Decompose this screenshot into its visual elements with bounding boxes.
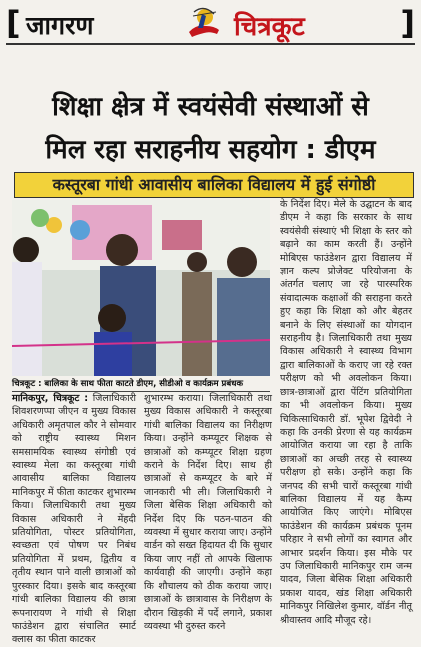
headline-line-1: शिक्षा क्षेत्र में स्वयंसेवी संस्थाओं से — [52, 92, 369, 122]
article-column-2 — [144, 392, 272, 633]
photo-illustration — [12, 200, 270, 376]
column-3-text: के निर्देश दिए। मेले के उद्घाटन के बाद डीएम ने कहा कि सरकार के साथ स्वयंसेवी संस्थाएं भी शिक्षा के स्तर को बढ़ाने का काम करती हैं। उन्होंने मोबिएस फाउंडेशन द्वारा विद्यालय में ज्ञान कल्प प्रोजेक्ट परियोजना के अंतर्गत चलाए जा रहे पारस्परिक संवादात्मक कक्षाओं की सराहना करते हुए कहा कि शिक्षा को और बेहतर बनाने के लिए संस्थाओं का योगदान सराहनीय है। जिलाधिकारी तथा मुख्य विकास अधिकारी ने स्वास्थ्य विभाग द्वारा बालिकाओं के कराए जा रहे रक्त परीक्षण को भी अवलोकन किया। छात्र-छात्राओं द्वारा पेंटिंग प्रतियोगिता का भी अवलोकन किया। मुख्य चिकित्साधिकारी डॉ. भूपेश द्विवेदी ने कहा कि उनकी प्रेरणा से यह कार्यक्रम आयोजित कराया जा रहा है ताकि छात्राओं का अच्छी तरह से स्वास्थ्य परीक्षण हो सके। उन्होंने कहा कि जनपद की सभी चारों कस्तूरबा गांधी बालिका विद्यालय में यह कैम्प आयोजित किए जाएंगे। मोबिएस फाउंडेशन की कार्यक्रम प्रबंधक पूनम परिहार ने सभी लोगों का स्वागत और आभार प्रदर्शन किया। इस मौके पर उप जिलाधिकारी मानिकपुर राम जन्म यादव, जिला बेसिक शिक्षा अधिकारी प्रकाश यादव, खंड शिक्षा अधिकारी मानिकपुर निखिलेश कुमार, वॉर्डन नीतू श्रीवास्तव आदि मौजूद रहे। — [280, 199, 412, 626]
column-1-text: जिलाधिकारी शिवशरणप्पा जीएन व मुख्य विकास अधिकारी अमृतपाल कौर ने सोमवार को राष्ट्रीय स्वास्थ्य मिशन समसामयिक स्वास्थ्य संगोष्ठी एवं स्वास्थ्य मेला का कस्तूरबा गांधी आवासीय बालिका विद्यालय मानिकपुर में फीता काटकर शुभारम्भ किया। जिलाधिकारी तथा मुख्य विकास अधिकारी ने मेंहदी प्रतियोगिता, पोस्टर प्रतियोगिता, स्वच्छता एवं पोषण पर निबंध प्रतियोगिता में प्रथम, द्वितीय व तृतीय स्थान पाने वाली छात्राओं को पुरस्कार दिया। इसके बाद कस्तूरबा गांधी बालिका विद्यालय की छात्रा रूपनारायण ने गांधी से शिक्षा फाउंडेशन द्वारा संचालित स्मार्ट क्लास का फीता काटकर — [12, 393, 136, 646]
archer-on-horse-icon — [184, 6, 224, 40]
headline-line-2: मिल रहा सराहनीय सहयोग : डीएम — [45, 135, 376, 165]
article-column-1 — [12, 392, 136, 647]
dateline: मानिकपुर, चित्रकूट : — [12, 393, 89, 404]
bracket-right: ] — [400, 4, 415, 42]
news-photo — [12, 200, 270, 376]
edition-city: चित्रकूट — [234, 12, 305, 42]
photo-caption: चित्रकूट : बालिका के साथ फीता काटते डीएम, सीडीओ व कार्यक्रम प्रबंधक — [12, 378, 270, 392]
bracket-left: [ — [6, 4, 21, 42]
masthead — [6, 4, 415, 42]
subheadline: कस्तूरबा गांधी आवासीय बालिका विद्यालय में हुई संगोष्ठी — [14, 172, 414, 198]
masthead-rule — [6, 43, 415, 45]
article-column-3 — [280, 198, 412, 627]
newspaper-name: जागरण — [26, 11, 94, 40]
column-2-text: शुभारम्भ कराया। जिलाधिकारी तथा मुख्य विकास अधिकारी ने कस्तूरबा गांधी बालिका विद्यालय का निरीक्षण किया। उन्होंने कम्प्यूटर शिक्षक से छात्राओं को कम्प्यूटर शिक्षा ग्रहण कराने के निर्देश दिए। साथ ही छात्राओं से कम्प्यूटर के बारे में जानकारी भी ली। जिलाधिकारी ने जिला बेसिक शिक्षा अधिकारी को निर्देश दिए कि पठन-पाठन की व्यवस्था में सुधार कराया जाए। उन्होंने वार्डन को सख्त हिदायत दी कि सुधार किया जाए नहीं तो आपके खिलाफ कार्यवाही की जाएगी। उन्होंने कहा कि शौचालय को ठीक कराया जाए। छात्राओं के छात्रावास के निरीक्षण के दौरान खिड़की में पर्दे लगाने, प्रकाश व्यवस्था भी दुरुस्त करने — [144, 393, 272, 632]
